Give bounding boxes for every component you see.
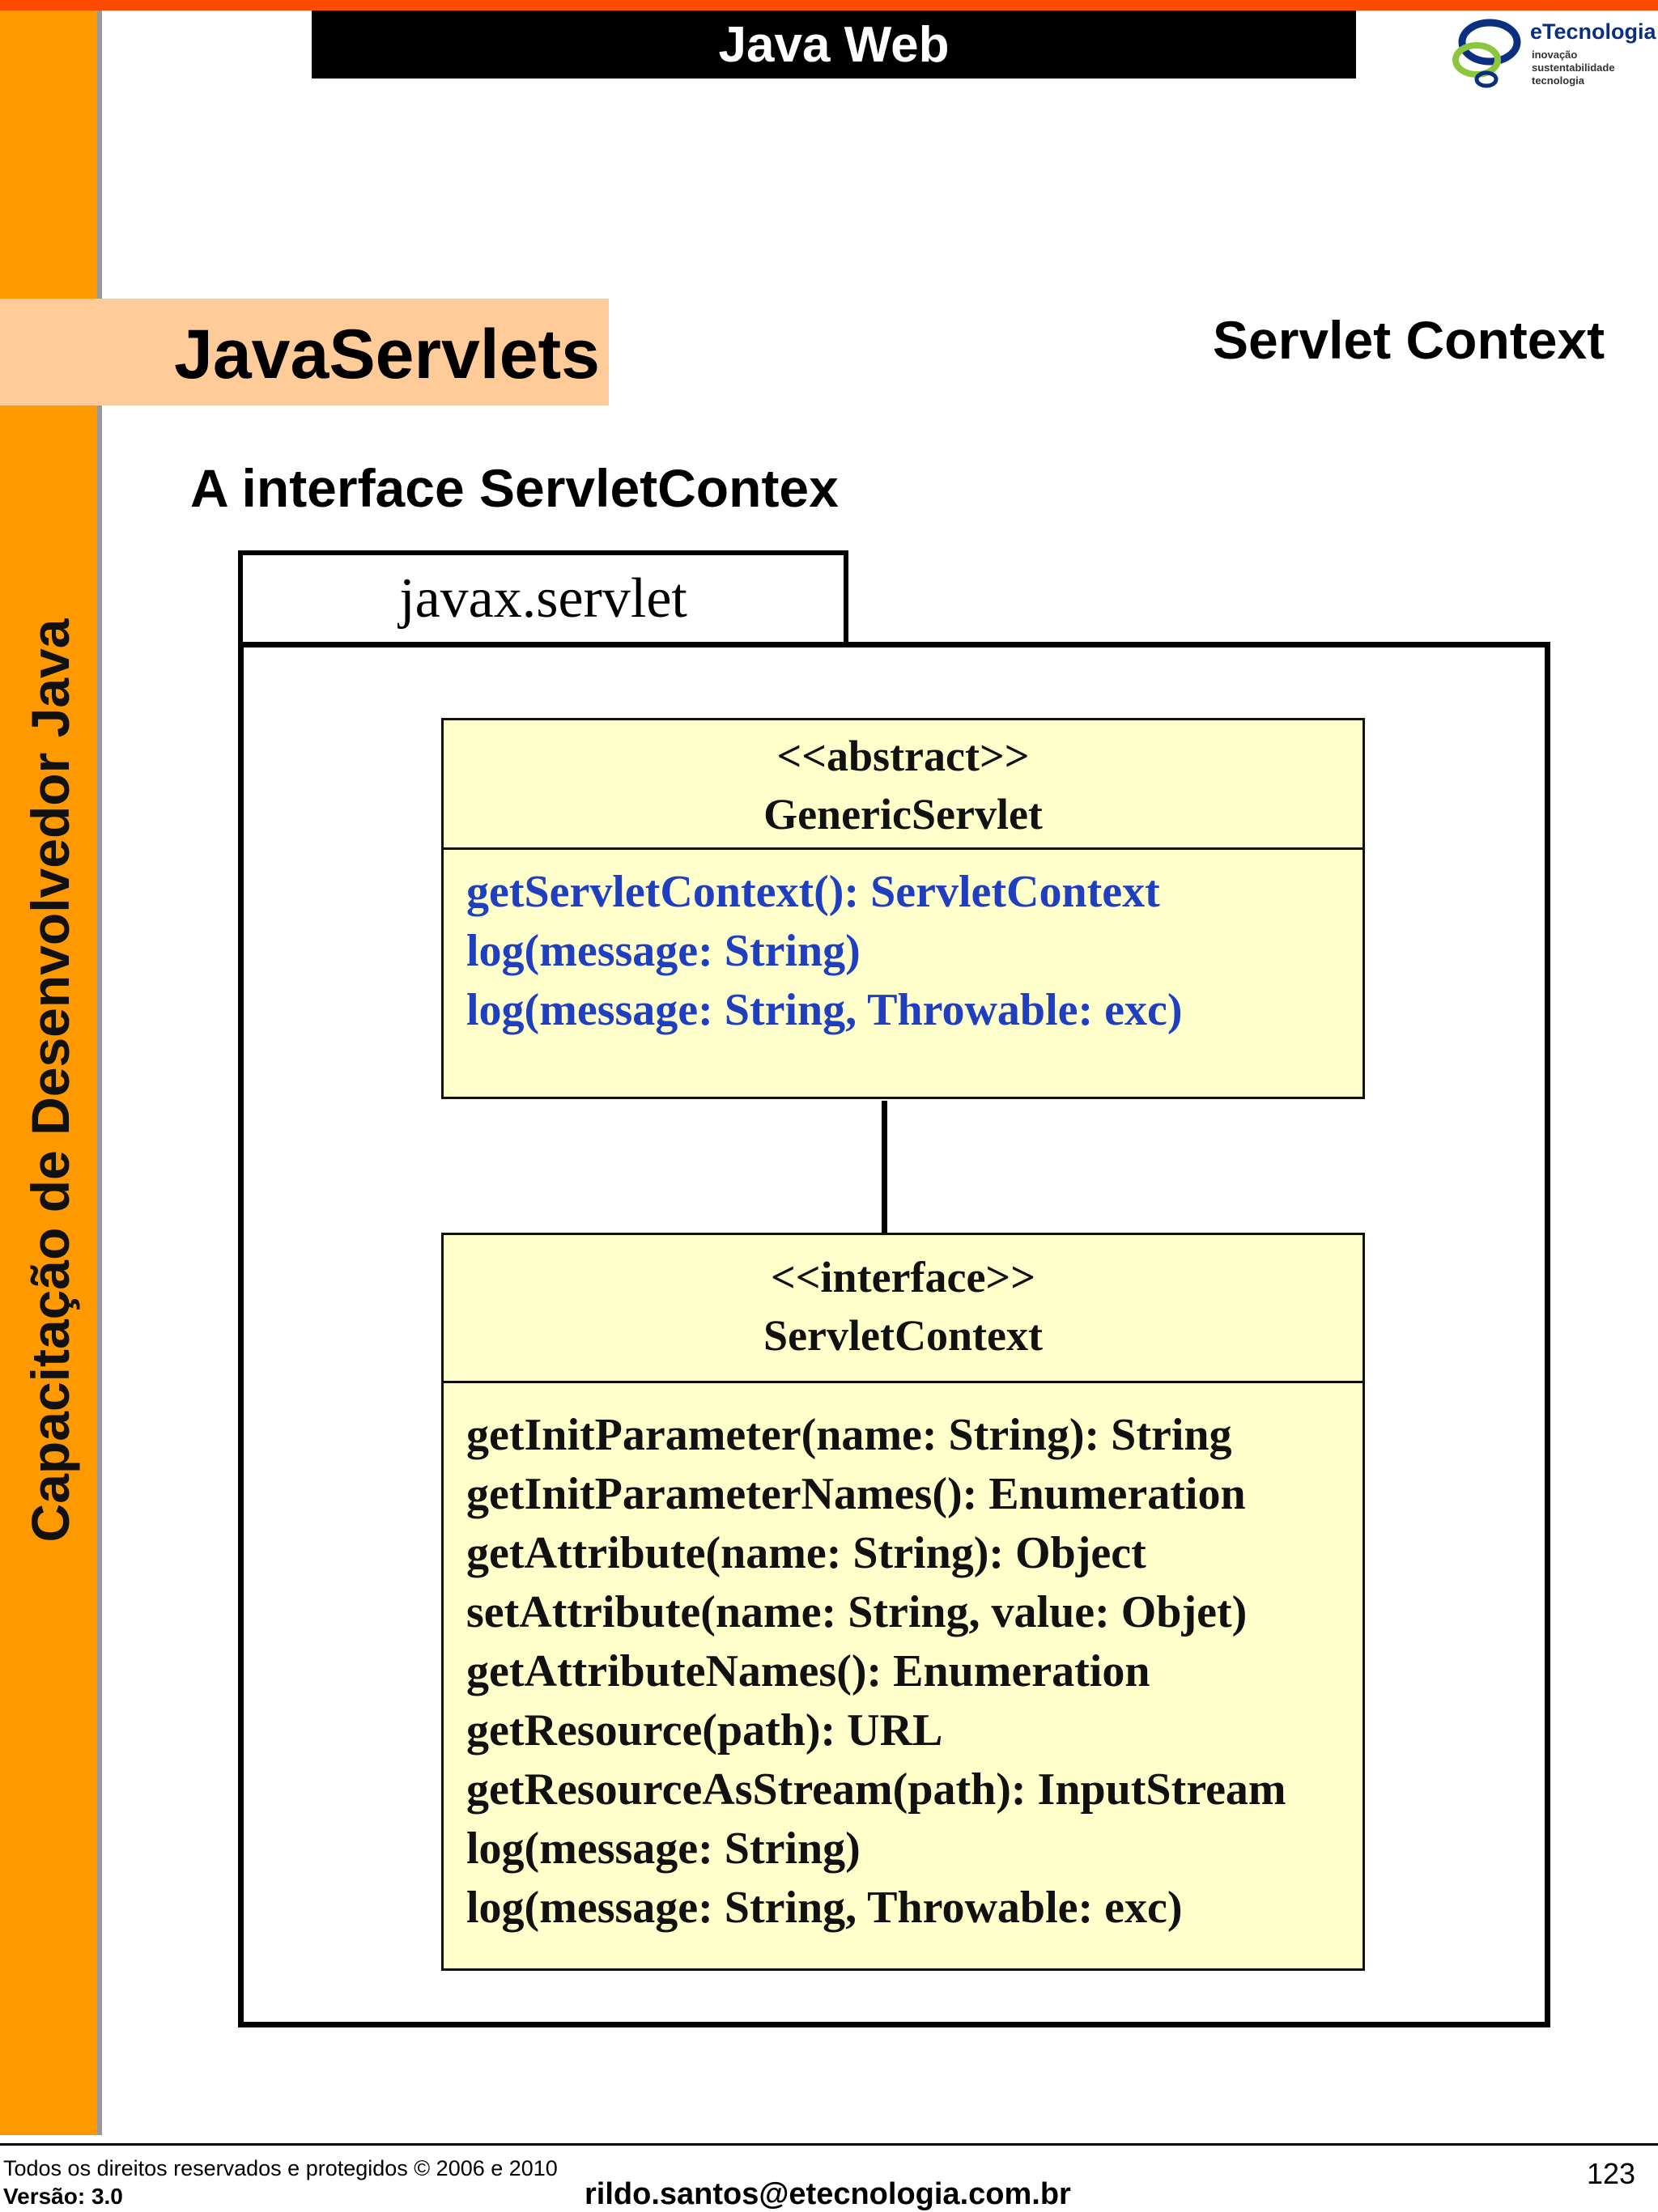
- logo-tagline-3: tecnologia: [1532, 74, 1585, 87]
- class-operations: [444, 1383, 1363, 1938]
- package-name: javax.servlet: [399, 567, 687, 630]
- operation: log(message: String): [466, 926, 861, 976]
- operation: getResourceAsStream(path): InputStream: [466, 1764, 1286, 1815]
- page-number: 123: [1587, 2157, 1636, 2190]
- package-tab: [238, 550, 848, 645]
- class-stereotype: <<abstract>>: [776, 732, 1030, 780]
- uml-class-generic-servlet: [441, 718, 1365, 1099]
- footer-copyright: Todos os direitos reservados e protegidos © 2006 e 2010: [3, 2156, 558, 2180]
- top-accent-line: [0, 0, 1658, 11]
- footer-email: rildo.santos@etecnologia.com.br: [585, 2177, 1071, 2211]
- slide-title: Servlet Context: [1213, 310, 1605, 370]
- class-name: ServletContext: [763, 1311, 1043, 1360]
- footer-divider: [0, 2143, 1658, 2146]
- logo-rings-icon: [1449, 18, 1527, 92]
- class-name: GenericServlet: [763, 790, 1043, 839]
- class-header: [444, 720, 1363, 850]
- logo-tagline-2: sustentabilidade: [1532, 62, 1615, 74]
- operation: log(message: String, Throwable: exc): [466, 1883, 1183, 1933]
- sidebar-course-title: Capacitação de Desenvolvedor Java: [20, 618, 80, 1543]
- operation: log(message: String): [466, 1824, 861, 1874]
- operation: getAttributeNames(): Enumeration: [466, 1646, 1150, 1696]
- slide-subtitle: A interface ServletContex: [190, 458, 839, 518]
- header-title: Java Web: [312, 11, 1356, 79]
- operation: getResource(path): URL: [466, 1705, 943, 1756]
- logo-tagline-1: inovação: [1532, 49, 1578, 61]
- operation: getInitParameterNames(): Enumeration: [466, 1469, 1246, 1519]
- operation: log(message: String, Throwable: exc): [466, 985, 1183, 1035]
- logo: [1449, 15, 1656, 96]
- operation: getInitParameter(name: String): String: [466, 1410, 1232, 1460]
- class-operations: [444, 850, 1363, 1040]
- class-stereotype: <<interface>>: [771, 1253, 1035, 1301]
- logo-name: eTecnologia: [1530, 19, 1656, 44]
- footer-version: Versão: 3.0: [3, 2184, 123, 2209]
- operation: setAttribute(name: String, value: Objet): [466, 1587, 1248, 1637]
- operation: getServletContext(): ServletContext: [466, 867, 1160, 917]
- class-header: [444, 1235, 1363, 1383]
- association-line: [882, 1101, 887, 1234]
- section-title: JavaServlets: [174, 316, 600, 393]
- operation: getAttribute(name: String): Object: [466, 1528, 1146, 1578]
- uml-class-servlet-context: [441, 1233, 1365, 1971]
